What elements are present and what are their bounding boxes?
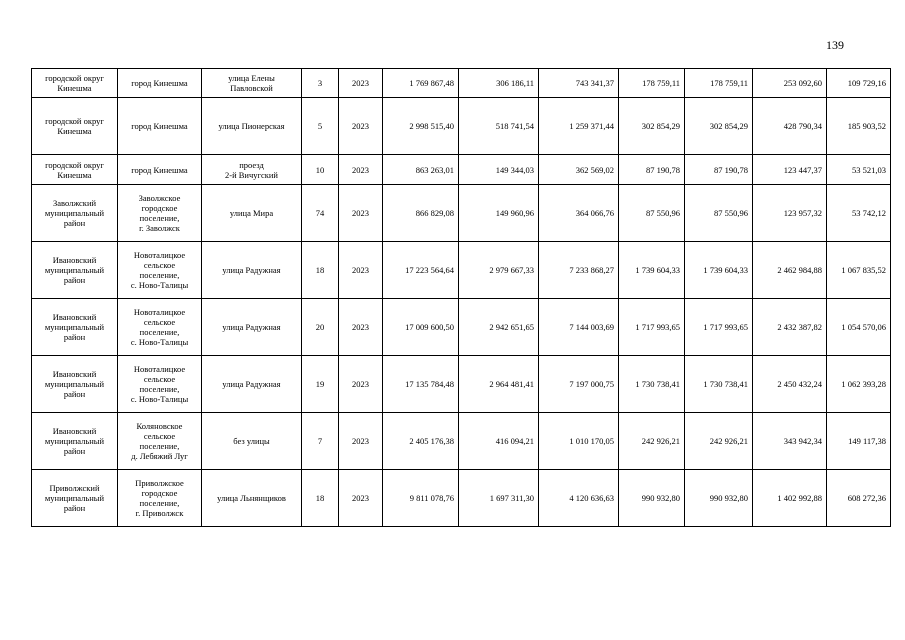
year-cell: 2023 — [339, 413, 383, 470]
value-cell: 416 094,21 — [459, 413, 539, 470]
value-cell: 343 942,34 — [753, 413, 827, 470]
value-cell: 2 450 432,24 — [753, 356, 827, 413]
value-cell: 17 223 564,64 — [383, 242, 459, 299]
value-cell: 7 144 003,69 — [539, 299, 619, 356]
year-cell: 2023 — [339, 98, 383, 155]
value-cell: 149 117,38 — [827, 413, 891, 470]
value-cell: 518 741,54 — [459, 98, 539, 155]
value-cell: 109 729,16 — [827, 69, 891, 98]
value-cell: 866 829,08 — [383, 185, 459, 242]
value-cell: 242 926,21 — [685, 413, 753, 470]
municipality-cell: городской округ Кинешма — [32, 98, 118, 155]
street-cell: улица Мира — [202, 185, 302, 242]
year-cell: 2023 — [339, 242, 383, 299]
value-cell: 253 092,60 — [753, 69, 827, 98]
value-cell: 2 964 481,41 — [459, 356, 539, 413]
year-cell: 2023 — [339, 155, 383, 185]
value-cell: 9 811 078,76 — [383, 470, 459, 527]
value-cell: 1 062 393,28 — [827, 356, 891, 413]
street-cell: улица Радужная — [202, 242, 302, 299]
table-row — [32, 413, 891, 470]
street-cell: улица Елены Павловской — [202, 69, 302, 98]
house-number-cell: 10 — [302, 155, 339, 185]
value-cell: 743 341,37 — [539, 69, 619, 98]
table-row — [32, 299, 891, 356]
value-cell: 149 960,96 — [459, 185, 539, 242]
settlement-cell: город Кинешма — [118, 69, 202, 98]
value-cell: 1 739 604,33 — [619, 242, 685, 299]
year-cell: 2023 — [339, 185, 383, 242]
page-number: 139 — [826, 38, 844, 52]
house-number-cell: 5 — [302, 98, 339, 155]
house-number-cell: 74 — [302, 185, 339, 242]
street-cell: улица Радужная — [202, 356, 302, 413]
municipality-cell: Заволжский муниципальный район — [32, 185, 118, 242]
settlement-cell: Приволжское городское поселение, г. Приволжск — [118, 470, 202, 527]
value-cell: 178 759,11 — [685, 69, 753, 98]
year-cell: 2023 — [339, 299, 383, 356]
value-cell: 87 550,96 — [685, 185, 753, 242]
value-cell: 1 010 170,05 — [539, 413, 619, 470]
street-cell: проезд 2-й Вичугский — [202, 155, 302, 185]
value-cell: 53 742,12 — [827, 185, 891, 242]
table-row — [32, 356, 891, 413]
value-cell: 242 926,21 — [619, 413, 685, 470]
value-cell: 87 550,96 — [619, 185, 685, 242]
street-cell: без улицы — [202, 413, 302, 470]
house-number-cell: 20 — [302, 299, 339, 356]
settlement-cell: Коляновское сельское поселение, д. Лебяжий Луг — [118, 413, 202, 470]
municipality-cell: городской округ Кинешма — [32, 155, 118, 185]
house-number-cell: 18 — [302, 242, 339, 299]
value-cell: 302 854,29 — [685, 98, 753, 155]
value-cell: 2 462 984,88 — [753, 242, 827, 299]
value-cell: 1 717 993,65 — [685, 299, 753, 356]
value-cell: 7 233 868,27 — [539, 242, 619, 299]
value-cell: 362 569,02 — [539, 155, 619, 185]
municipality-cell: Приволжский муниципальный район — [32, 470, 118, 527]
table-row — [32, 98, 891, 155]
value-cell: 1 697 311,30 — [459, 470, 539, 527]
settlement-cell: Новоталицкое сельское поселение, с. Ново-Талицы — [118, 299, 202, 356]
value-cell: 123 447,37 — [753, 155, 827, 185]
table-row — [32, 185, 891, 242]
street-cell: улица Льнянщиков — [202, 470, 302, 527]
street-cell: улица Радужная — [202, 299, 302, 356]
value-cell: 149 344,03 — [459, 155, 539, 185]
settlement-cell: Новоталицкое сельское поселение, с. Ново-Талицы — [118, 242, 202, 299]
year-cell: 2023 — [339, 69, 383, 98]
value-cell: 123 957,32 — [753, 185, 827, 242]
value-cell: 608 272,36 — [827, 470, 891, 527]
table-row — [32, 470, 891, 527]
municipality-cell: Ивановский муниципальный район — [32, 356, 118, 413]
year-cell: 2023 — [339, 356, 383, 413]
municipality-cell: городской округ Кинешма — [32, 69, 118, 98]
value-cell: 1 730 738,41 — [619, 356, 685, 413]
value-cell: 990 932,80 — [685, 470, 753, 527]
value-cell: 17 009 600,50 — [383, 299, 459, 356]
value-cell: 1 402 992,88 — [753, 470, 827, 527]
street-cell: улица Пионерская — [202, 98, 302, 155]
municipality-cell: Ивановский муниципальный район — [32, 242, 118, 299]
house-number-cell: 18 — [302, 470, 339, 527]
settlement-cell: город Кинешма — [118, 98, 202, 155]
value-cell: 2 405 176,38 — [383, 413, 459, 470]
value-cell: 990 932,80 — [619, 470, 685, 527]
value-cell: 2 432 387,82 — [753, 299, 827, 356]
value-cell: 7 197 000,75 — [539, 356, 619, 413]
house-number-cell: 19 — [302, 356, 339, 413]
value-cell: 2 979 667,33 — [459, 242, 539, 299]
value-cell: 4 120 636,63 — [539, 470, 619, 527]
value-cell: 1 769 867,48 — [383, 69, 459, 98]
settlement-cell: Заволжское городское поселение, г. Заволжск — [118, 185, 202, 242]
value-cell: 1 730 738,41 — [685, 356, 753, 413]
municipality-cell: Ивановский муниципальный район — [32, 299, 118, 356]
table-row — [32, 69, 891, 98]
value-cell: 185 903,52 — [827, 98, 891, 155]
settlement-cell: Новоталицкое сельское поселение, с. Ново-Талицы — [118, 356, 202, 413]
value-cell: 863 263,01 — [383, 155, 459, 185]
value-cell: 428 790,34 — [753, 98, 827, 155]
value-cell: 53 521,03 — [827, 155, 891, 185]
value-cell: 1 259 371,44 — [539, 98, 619, 155]
house-number-cell: 7 — [302, 413, 339, 470]
table-row — [32, 155, 891, 185]
value-cell: 2 998 515,40 — [383, 98, 459, 155]
value-cell: 178 759,11 — [619, 69, 685, 98]
value-cell: 2 942 651,65 — [459, 299, 539, 356]
value-cell: 1 054 570,06 — [827, 299, 891, 356]
value-cell: 87 190,78 — [685, 155, 753, 185]
value-cell: 17 135 784,48 — [383, 356, 459, 413]
value-cell: 302 854,29 — [619, 98, 685, 155]
value-cell: 87 190,78 — [619, 155, 685, 185]
value-cell: 364 066,76 — [539, 185, 619, 242]
settlement-cell: город Кинешма — [118, 155, 202, 185]
data-table — [31, 68, 891, 527]
value-cell: 306 186,11 — [459, 69, 539, 98]
house-number-cell: 3 — [302, 69, 339, 98]
table-row — [32, 242, 891, 299]
municipality-cell: Ивановский муниципальный район — [32, 413, 118, 470]
value-cell: 1 717 993,65 — [619, 299, 685, 356]
year-cell: 2023 — [339, 470, 383, 527]
value-cell: 1 067 835,52 — [827, 242, 891, 299]
value-cell: 1 739 604,33 — [685, 242, 753, 299]
